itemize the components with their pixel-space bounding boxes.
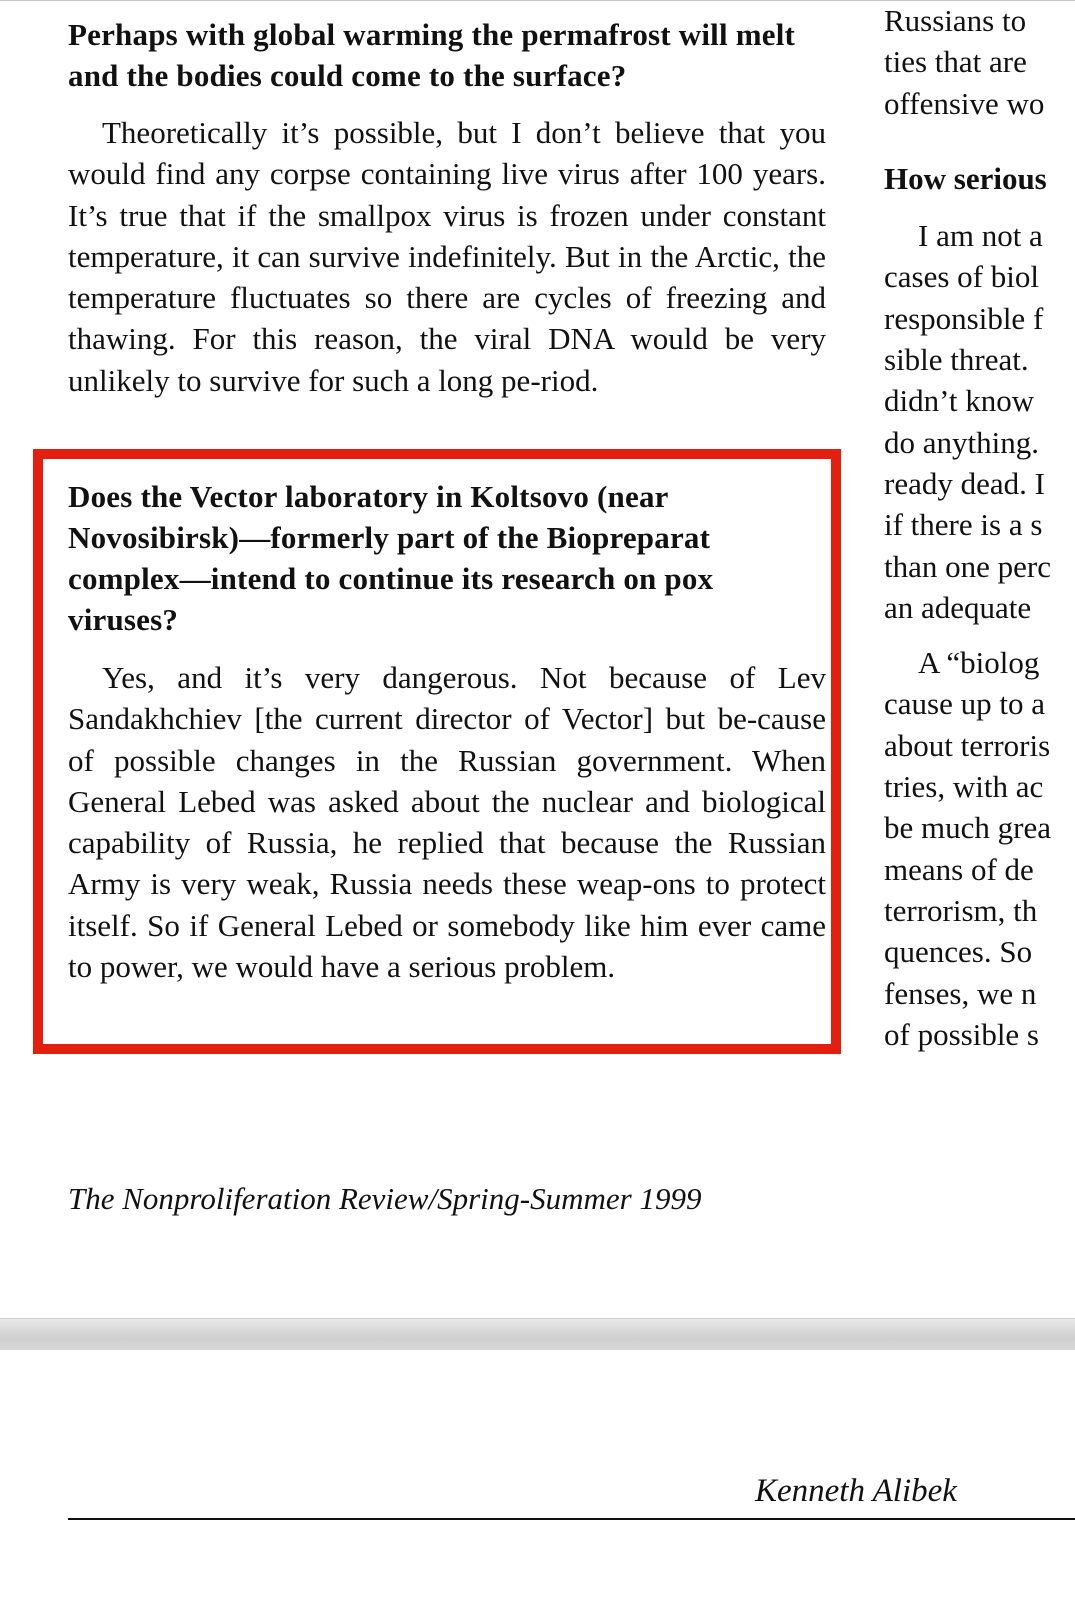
answer-line: the Arctic, the temperature fluctuates so there are cycles [68, 238, 826, 316]
answer-line: riod. [540, 362, 599, 398]
question-vector-laboratory [68, 476, 826, 640]
right-column-line: means of de [884, 851, 1034, 887]
right-column-line: be much grea [884, 810, 1051, 846]
question-permafrost: Perhaps with global warming the permafrost will melt and the bodies could come to the surface? [68, 17, 796, 93]
right-column-line: cases of biol [884, 259, 1039, 295]
right-column-line: ready dead. I [884, 465, 1045, 501]
right-column-line: if there is a s [884, 507, 1043, 543]
right-column-line: sible threat. [884, 342, 1029, 378]
answer-line: When General Lebed was asked about the nuclear and [68, 742, 826, 819]
answer-line: years. It’s true that if the smallpox virus is frozen under [68, 156, 826, 233]
right-column-line: do anything. [884, 424, 1039, 460]
journal-footer: The Nonproliferation Review/Spring-Summer 1999 [68, 1181, 702, 1216]
right-column-line: tries, with ac [884, 769, 1044, 805]
right-column-line: than one perc [884, 548, 1051, 584]
right-column-question: How serious [884, 160, 1047, 196]
answer-line: Sandakhchiev [the current director of Vector] but be- [68, 701, 758, 737]
right-column-line: quences. So [884, 934, 1033, 970]
right-column-line: terrorism, th [884, 892, 1038, 928]
right-column [884, 0, 1075, 1346]
right-column-line: ties that are [884, 44, 1027, 80]
right-column-line: of possible s [884, 1016, 1039, 1052]
right-column-line: didn’t know [884, 383, 1035, 419]
header-rule [68, 1518, 1075, 1520]
answer-line: constant temperature, it can survive indefinitely. But in [68, 197, 826, 274]
answer-line: the Russian Army is very weak, Russia needs these weap- [68, 825, 826, 902]
answer-line: would be very unlikely to survive for such a long pe- [68, 321, 827, 398]
right-column-paragraph [884, 215, 1075, 628]
right-column-line: responsible f [884, 300, 1044, 336]
answer-line: of freezing and thawing. For this reason, the viral DNA [68, 280, 827, 357]
right-column-line: Russians to [884, 3, 1027, 38]
answer-line: biological capability of Russia, he replied that because [68, 783, 826, 861]
question-line: complex—intend to continue its research on pox [68, 561, 714, 596]
right-column-line: I am not a [918, 218, 1043, 254]
right-column-line: A “biolog [918, 645, 1040, 681]
answer-line: ons to protect itself. So if General Lebed or somebody [68, 866, 827, 943]
right-column-line: about terroris [884, 727, 1051, 763]
right-column-line: fenses, we n [884, 975, 1037, 1011]
right-column-line: offensive wo [884, 85, 1045, 121]
question-line: Novosibirsk)—formerly part of the Biopreparat [68, 520, 711, 555]
answer-line: problem. [504, 949, 616, 985]
answer-line: Yes, and it’s very dangerous. Not because of Lev [102, 660, 826, 695]
right-column-line: cause up to a [884, 686, 1045, 722]
question-line: Does the Vector laboratory in Koltsovo (near [68, 479, 669, 514]
question-line: viruses? [68, 602, 179, 637]
answer-line: would find any corpse containing live virus after 100 [68, 156, 743, 192]
page-separator [0, 1318, 1075, 1352]
answer-line: Theoretically it’s possible, but I don’t believe that you [102, 115, 826, 150]
answer-line: cause of possible changes in the Russian government. [68, 701, 826, 778]
right-column-paragraph [884, 642, 1075, 1055]
answer-permafrost [68, 112, 826, 401]
answer-vector-laboratory [68, 657, 826, 987]
right-column-line: an adequate [884, 589, 1032, 625]
answer-line: like him ever came to power, we would have a serious [68, 907, 827, 985]
running-head-author: Kenneth Alibek [755, 1473, 957, 1509]
